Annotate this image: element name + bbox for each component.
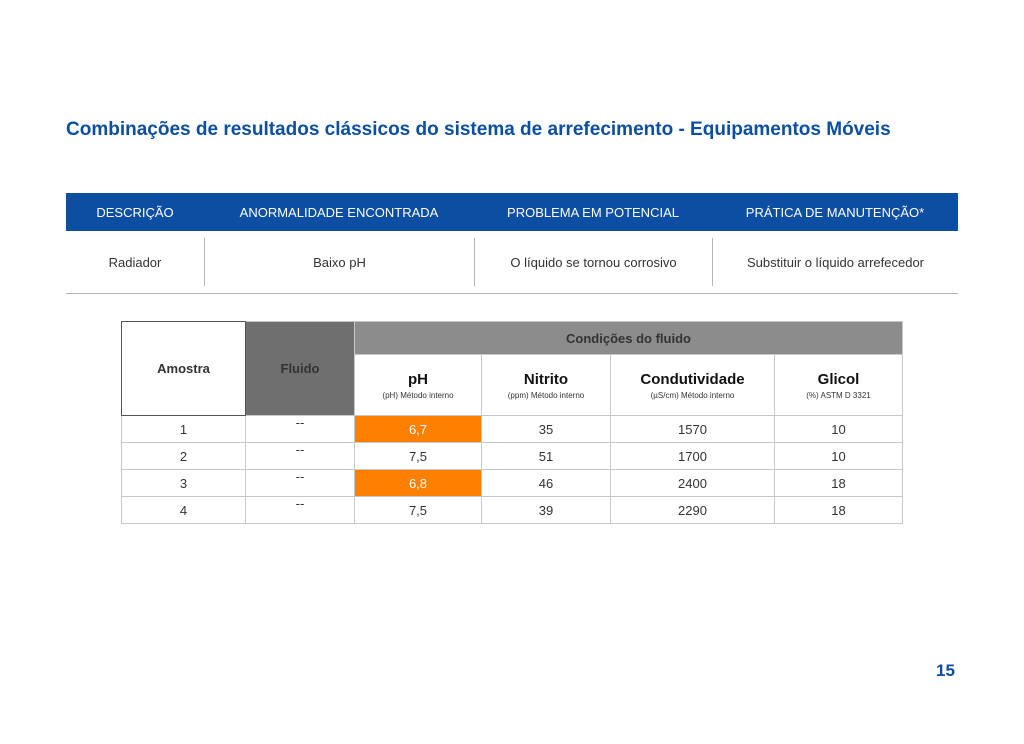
header-descricao: DESCRIÇÃO bbox=[96, 204, 174, 220]
param-header-glicol bbox=[775, 355, 903, 416]
cell-problema: O líquido se tornou corrosivo bbox=[474, 238, 712, 286]
cell-amostra: 2 bbox=[122, 443, 246, 470]
summary-row bbox=[66, 231, 958, 294]
param-unit: (pH) Método interno bbox=[382, 390, 454, 400]
header-pratica: PRÁTICA DE MANUTENÇÃO* bbox=[745, 204, 925, 220]
param-name: pH bbox=[408, 370, 428, 388]
param-unit: (%) ASTM D 3321 bbox=[806, 390, 871, 400]
cell-nitrito: 46 bbox=[482, 470, 611, 497]
cell-nitrito: 35 bbox=[482, 416, 611, 443]
header-anormalidade: ANORMALIDADE ENCONTRADA bbox=[239, 204, 439, 220]
param-name: Condutividade bbox=[640, 370, 745, 388]
param-name: Nitrito bbox=[523, 370, 569, 388]
summary-header bbox=[66, 193, 958, 231]
cell-glicol: 18 bbox=[775, 470, 903, 497]
page-title: Combinações de resultados clássicos do sistema de arrefecimento - Equipamentos Móveis bbox=[66, 119, 891, 140]
cell-nitrito: 51 bbox=[482, 443, 611, 470]
cell-ph-highlight: 6,8 bbox=[355, 470, 482, 497]
cell-fluido: -- bbox=[246, 416, 355, 443]
cell-glicol: 10 bbox=[775, 443, 903, 470]
cell-amostra: 1 bbox=[122, 416, 246, 443]
cell-anormalidade: Baixo pH bbox=[204, 238, 474, 286]
param-header-condutividade bbox=[611, 355, 775, 416]
cell-condutividade: 1700 bbox=[611, 443, 775, 470]
table-row bbox=[122, 470, 903, 497]
cell-pratica: Substituir o líquido arrefecedor bbox=[712, 238, 958, 286]
table-row bbox=[122, 443, 903, 470]
summary-table bbox=[66, 193, 958, 294]
cell-amostra: 3 bbox=[122, 470, 246, 497]
cell-fluido: -- bbox=[246, 443, 355, 470]
cell-nitrito: 39 bbox=[482, 497, 611, 524]
cell-condutividade: 2290 bbox=[611, 497, 775, 524]
param-unit: (µS/cm) Método interno bbox=[650, 390, 735, 400]
param-header-nitrito bbox=[482, 355, 611, 416]
cell-condutividade: 1570 bbox=[611, 416, 775, 443]
param-name: Glicol bbox=[817, 370, 860, 388]
cell-ph: 7,5 bbox=[355, 497, 482, 524]
cell-fluido: -- bbox=[246, 470, 355, 497]
param-header-ph bbox=[355, 355, 482, 416]
table-row bbox=[122, 497, 903, 524]
cell-amostra: 4 bbox=[122, 497, 246, 524]
table-row bbox=[122, 416, 903, 443]
cell-condutividade: 2400 bbox=[611, 470, 775, 497]
fluido-header: Fluido bbox=[246, 322, 355, 416]
cell-glicol: 10 bbox=[775, 416, 903, 443]
header-problema: PROBLEMA EM POTENCIAL bbox=[507, 204, 679, 220]
conditions-header: Condições do fluido bbox=[355, 322, 903, 355]
param-unit: (ppm) Método interno bbox=[507, 390, 585, 400]
cell-fluido: -- bbox=[246, 497, 355, 524]
page-number: 15 bbox=[936, 661, 955, 680]
cell-ph-highlight: 6,7 bbox=[355, 416, 482, 443]
cell-descricao: Radiador bbox=[108, 254, 162, 270]
cell-ph: 7,5 bbox=[355, 443, 482, 470]
cell-glicol: 18 bbox=[775, 497, 903, 524]
amostra-header: Amostra bbox=[122, 322, 246, 416]
results-table bbox=[121, 321, 902, 526]
